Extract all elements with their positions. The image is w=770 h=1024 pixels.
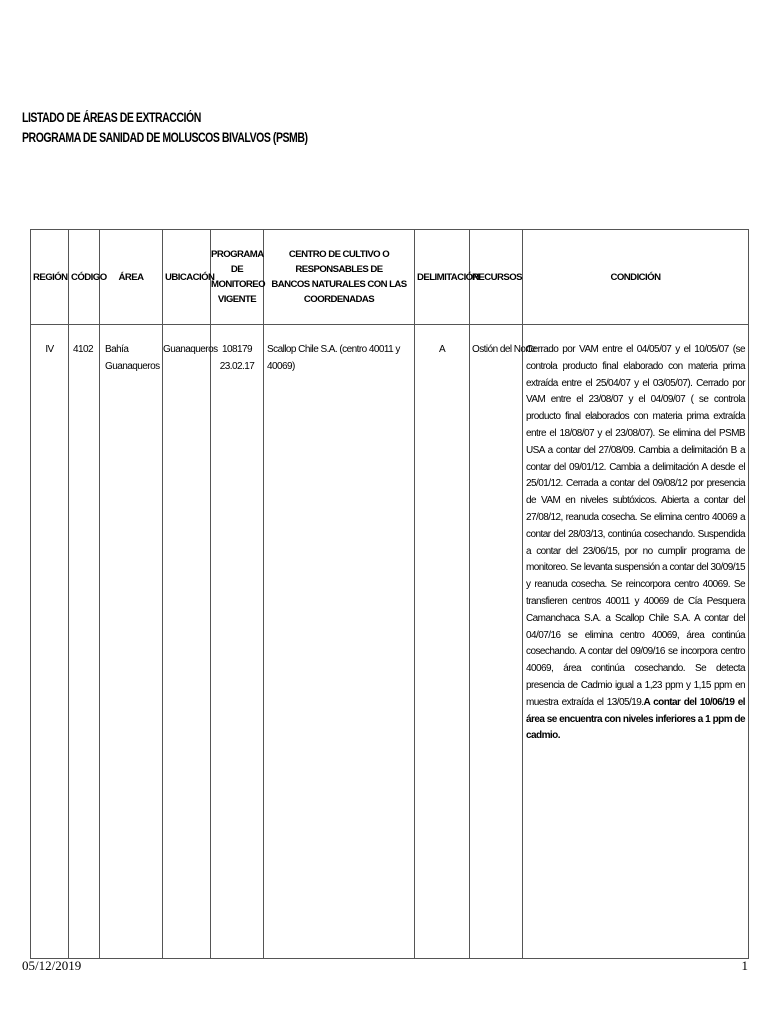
table-row: [31, 325, 749, 959]
cell-region: IV: [31, 325, 69, 959]
footer-page-number: 1: [741, 958, 748, 973]
header-region: REGIÓN: [31, 230, 69, 325]
header-recursos: RECURSOS: [470, 230, 523, 325]
cell-condicion: [523, 325, 749, 959]
condicion-bold-text: A contar del 10/06/19 el área se encuentra con niveles inferiores a 1 ppm de cadmio.: [526, 696, 745, 742]
header-area: ÁREA: [100, 230, 163, 325]
header-programa: PROGRAMA DE MONITOREO VIGENTE: [211, 230, 264, 325]
cell-area: Bahía Guanaqueros: [100, 325, 163, 959]
header-centro: CENTRO DE CULTIVO O RESPONSABLES DE BANCOS NATURALES CON LAS COORDENADAS: [264, 230, 415, 325]
title-line-2: PROGRAMA DE SANIDAD DE MOLUSCOS BIVALVOS (PSMB): [22, 130, 308, 145]
cell-codigo: 4102: [69, 325, 100, 959]
header-delimitacion: DELIMITACIÓN: [415, 230, 470, 325]
cell-programa: 108179 23.02.17: [211, 325, 264, 959]
table-header-row: [31, 230, 749, 325]
cell-centro: Scallop Chile S.A. (centro 40011 y 40069): [264, 325, 415, 959]
document-title: [22, 108, 308, 148]
header-condicion: CONDICIÓN: [523, 230, 749, 325]
condicion-text: Cerrado por VAM entre el 04/05/07 y el 10/05/07 (se controla producto final elaborado con materia prima extraída entre el 25/04/07 y el 03/05/07). Cerrado por VAM entre el 23/08/07 y el 04/09/07 ( se controla producto final elaborados con materia prima extraída entre el 18/08/07 y el 23/08/07). Se elimina del PSMB USA a contar del 27/08/09. Cambia a delimitación B a contar del 09/01/12. Cambia a delimitación A desde el 25/01/12. Cerrada a contar del 09/08/12 por presencia de VAM en niveles subtóxicos. Abierta a contar del 27/08/12, reanuda cosecha. Se elimina centro 40069 a contar del 28/03/13, continúa cosechando. Suspendida a contar del 23/06/15, por no cumplir programa de monitoreo. Se levanta suspensión a contar del 30/09/15 y reanuda cosecha. Se reincorpora centro 40069. Se transfieren centros 40011 y 40069 de Cía Pesquera Camanchaca S.A. a Scallop Chile S.A. A contar del 04/07/16 se elimina centro 40069, área continúa cosechando. A contar del 09/09/16 se incorpora centro 40069, área continúa cosechando. Se detecta presencia de Cadmio igual a 1,23 ppm y 1,15 ppm en muestra extraída el 13/05/19.: [526, 344, 745, 708]
cell-recursos: Ostión del Norte: [470, 325, 523, 959]
header-ubicacion: UBICACIÓN: [163, 230, 211, 325]
header-codigo: CÓDIGO: [69, 230, 100, 325]
extraction-areas-table: [30, 229, 749, 959]
title-line-1: LISTADO DE ÁREAS DE EXTRACCIÓN: [22, 110, 201, 125]
cell-delimitacion: A: [415, 325, 470, 959]
cell-ubicacion: Guanaqueros: [163, 325, 211, 959]
footer-date: 05/12/2019: [22, 958, 82, 973]
